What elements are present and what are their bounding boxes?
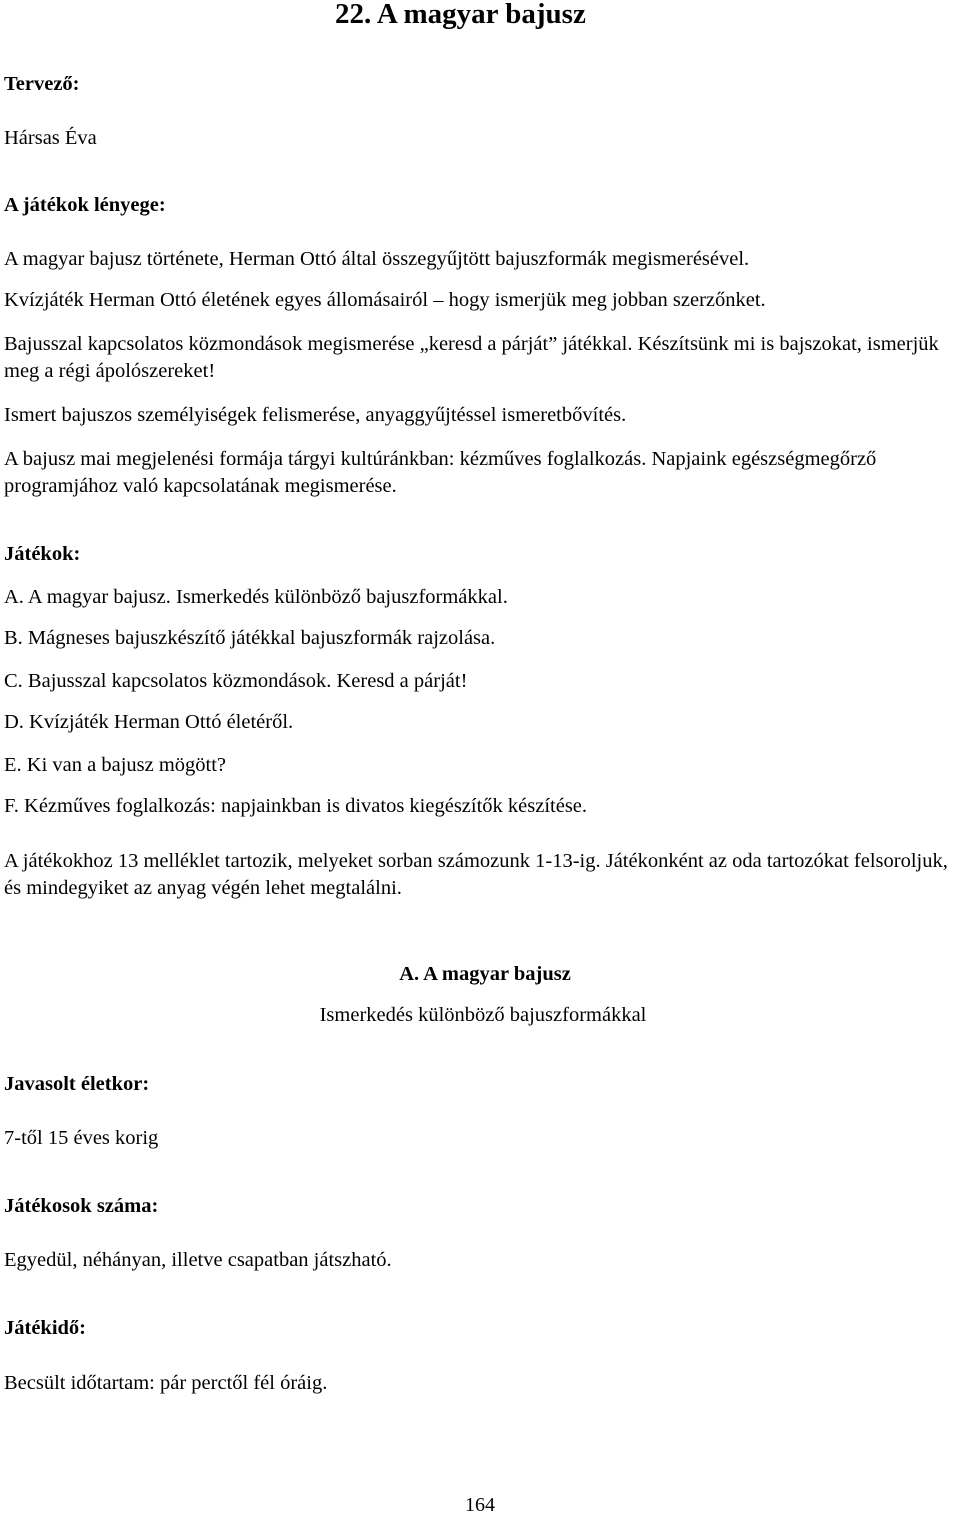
age-heading: Javasolt életkor: [4,1073,150,1095]
games-heading: Játékok: [4,543,81,565]
essence-paragraph-1: A magyar bajusz története, Herman Ottó által összegyűjtött bajuszformák megismerésével. [4,248,750,270]
section-a-subtitle: Ismerkedés különböző bajuszformákkal [319,1004,647,1026]
game-item-e: E. Ki van a bajusz mögött? [4,754,227,776]
essence-paragraph-3: Bajusszal kapcsolatos közmondások megismerése „keresd a párját” játékkal. Készítsünk mi is bajszokat, ismerjük meg a régi ápolószereket! [4,333,939,382]
essence-paragraph-4: Ismert bajuszos személyiségek felismerése, anyaggyűjtéssel ismeretbővítés. [4,404,627,426]
designer-name: Hársas Éva [4,127,97,149]
games-note: A játékokhoz 13 melléklet tartozik, melyeket sorban számozunk 1-13-ig. Játékonként az oda tartozókat felsoroljuk, és mindegyiket az anyag végén lehet megtalálni. [4,850,948,899]
players-value: Egyedül, néhányan, illetve csapatban játszható. [4,1249,392,1271]
page-number: 164 [465,1494,495,1516]
age-value: 7-től 15 éves korig [4,1127,159,1149]
game-item-b: B. Mágneses bajuszkészítő játékkal bajuszformák rajzolása. [4,627,496,649]
duration-value: Becsült időtartam: pár perctől fél óráig. [4,1372,328,1394]
essence-heading: A játékok lényege: [4,194,166,216]
duration-heading: Játékidő: [4,1317,86,1339]
game-item-f: F. Kézműves foglalkozás: napjainkban is divatos kiegészítők készítése. [4,795,588,817]
essence-paragraph-2: Kvízjáték Herman Ottó életének egyes állomásairól – hogy ismerjük meg jobban szerzőnket. [4,289,766,311]
game-item-d: D. Kvízjáték Herman Ottó életéről. [4,711,294,733]
game-item-c: C. Bajusszal kapcsolatos közmondások. Keresd a párját! [4,670,468,692]
game-item-a: A. A magyar bajusz. Ismerkedés különböző bajuszformákkal. [4,586,508,608]
designer-heading: Tervező: [4,73,80,95]
section-a-title: A. A magyar bajusz [399,963,571,985]
players-heading: Játékosok száma: [4,1195,159,1217]
page-title: 22. A magyar bajusz [335,0,586,30]
essence-paragraph-5: A bajusz mai megjelenési formája tárgyi kultúránkban: kézműves foglalkozás. Napjaink egészségmegőrző programjához való kapcsolatának megismerése. [4,448,877,497]
